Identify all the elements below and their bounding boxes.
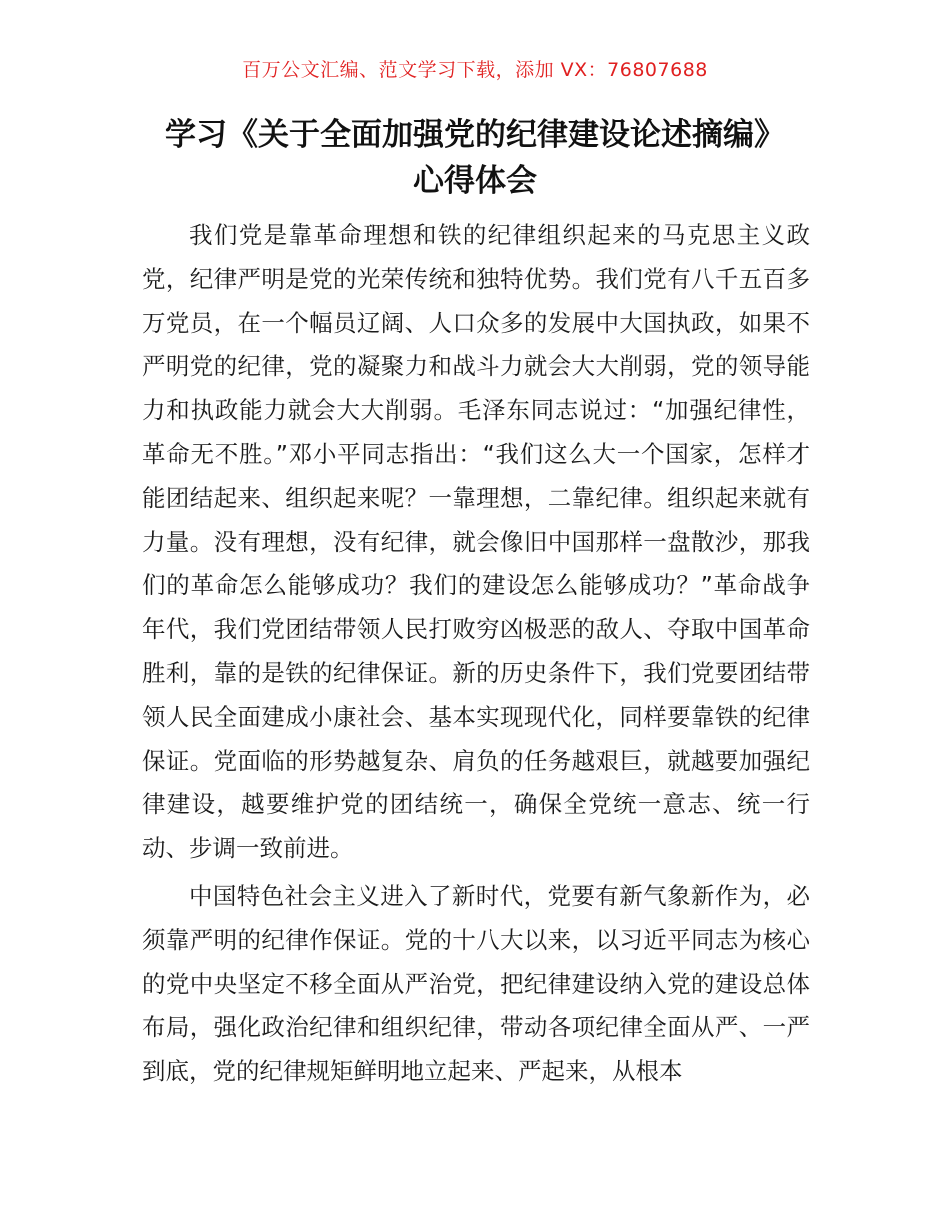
document-title: [120, 112, 830, 204]
title-line-2: 心得体会: [413, 163, 537, 199]
paragraph-1: 我们党是靠革命理想和铁的纪律组织起来的马克思主义政党，纪律严明是党的光荣传统和独特优势。我们党有八千五百多万党员，在一个幅员辽阔、人口众多的发展中大国执政，如果不严明党的纪律，党的凝聚力和战斗力就会大大削弱，党的领导能力和执政能力就会大大削弱。毛泽东同志说过：“加强纪律性，革命无不胜。”邓小平同志指出：“我们这么大一个国家，怎样才能团结起来、组织起来呢？一靠理想，二靠纪律。组织起来就有力量。没有理想，没有纪律，就会像旧中国那样一盘散沙，那我们的革命怎么能够成功？我们的建设怎么能够成功？”革命战争年代，我们党团结带领人民打败穷凶极恶的敌人、夺取中国革命胜利，靠的是铁的纪律保证。新的历史条件下，我们党要团结带领人民全面建成小康社会、基本实现现代化，同样要靠铁的纪律保证。党面临的形势越复杂、肩负的任务越艰巨，就越要加强纪律建设，越要维护党的团结统一，确保全党统一意志、统一行动、步调一致前进。: [142, 221, 810, 863]
title-line-1: 学习《关于全面加强党的纪律建设论述摘编》: [165, 117, 785, 153]
document-body: [142, 214, 810, 1098]
paragraph-2: 中国特色社会主义进入了新时代，党要有新气象新作为，必须靠严明的纪律作保证。党的十八大以来，以习近平同志为核心的党中央坚定不移全面从严治党，把纪律建设纳入党的建设总体布局，强化政治纪律和组织纪律，带动各项纪律全面从严、一严到底，党的纪律规矩鲜明地立起来、严起来，从根本: [142, 881, 810, 1086]
watermark-banner: 百万公文汇编、范文学习下载，添加 VX：76807688: [242, 59, 708, 81]
